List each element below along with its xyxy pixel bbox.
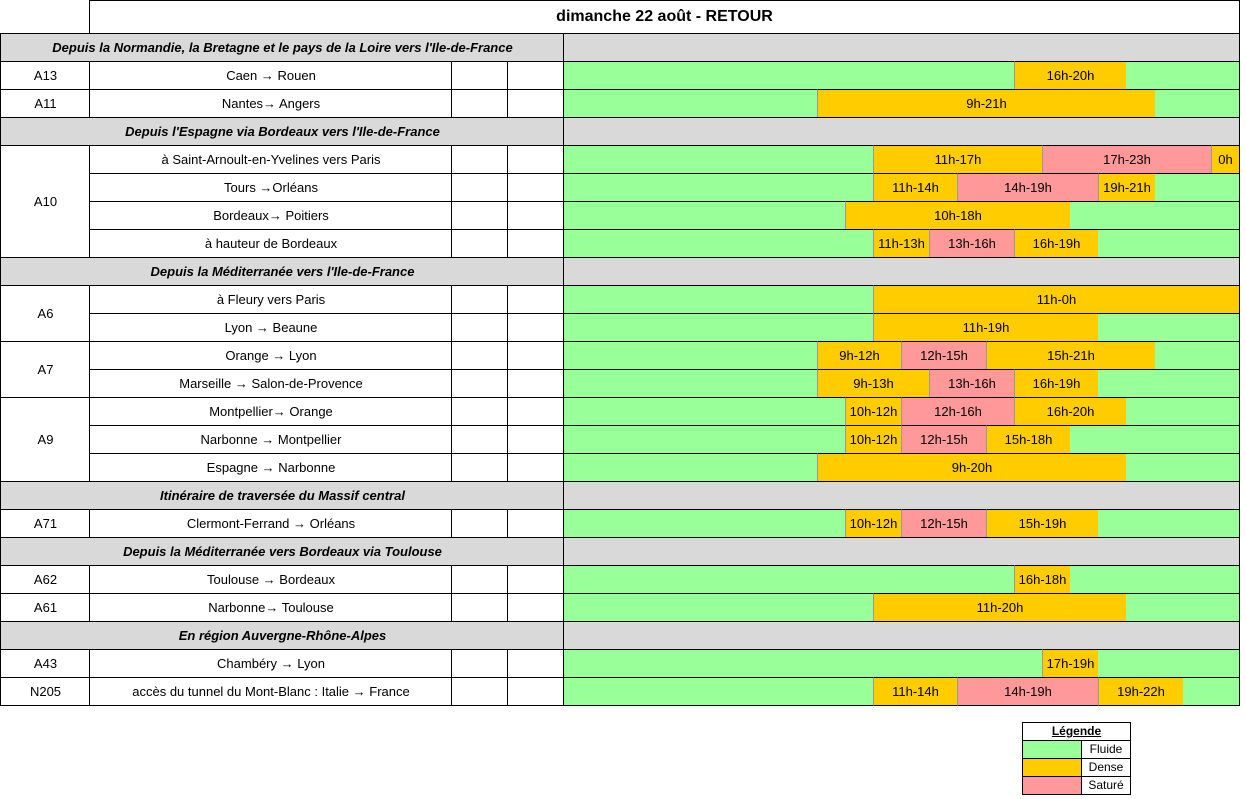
empty-cell [451, 593, 509, 622]
empty-cell [451, 509, 509, 538]
traffic-segment-sature: 13h-16h [929, 229, 1014, 258]
traffic-segment-sature: 17h-23h [1042, 145, 1211, 174]
road-id: A10 [0, 145, 91, 258]
section-timeline-blank [563, 621, 1240, 650]
empty-cell [507, 89, 565, 118]
empty-cell [507, 201, 565, 230]
traffic-segment-sature: 14h-19h [957, 173, 1098, 202]
empty-cell [451, 649, 509, 678]
road-id: A62 [0, 565, 91, 594]
road-id: A9 [0, 397, 91, 482]
empty-cell [451, 89, 509, 118]
empty-cell [451, 229, 509, 258]
empty-cell [507, 61, 565, 90]
empty-cell [507, 593, 565, 622]
traffic-segment-sature: 13h-16h [929, 369, 1014, 398]
empty-cell [451, 397, 509, 426]
route-name: Nantes→ Angers [89, 89, 453, 118]
empty-cell [507, 565, 565, 594]
road-id: A11 [0, 89, 91, 118]
legend-label: Fluide [1089, 742, 1123, 756]
legend-item-sature [1023, 777, 1130, 794]
route-name: Narbonne → Montpellier [89, 425, 453, 454]
route-name: Clermont-Ferrand → Orléans [89, 509, 453, 538]
empty-cell [507, 341, 565, 370]
section-timeline-blank [563, 537, 1240, 566]
empty-cell [451, 341, 509, 370]
section-timeline-blank [563, 257, 1240, 286]
traffic-segment-dense: 11h-19h [873, 313, 1098, 342]
route-name: Narbonne→ Toulouse [89, 593, 453, 622]
section-title: Depuis l'Espagne via Bordeaux vers l'Ile-de-France [0, 117, 565, 146]
empty-cell [507, 173, 565, 202]
legend [1022, 722, 1131, 795]
empty-cell [507, 453, 565, 482]
legend-item-fluide [1023, 741, 1130, 759]
timeline-fluide [563, 565, 1240, 594]
traffic-segment-dense: 0h [1211, 145, 1239, 174]
empty-cell [507, 397, 565, 426]
traffic-segment-dense: 9h-20h [817, 453, 1126, 482]
road-id: A7 [0, 341, 91, 398]
section-title: Depuis la Méditerranée vers l'Ile-de-France [0, 257, 565, 286]
traffic-segment-dense: 19h-22h [1098, 677, 1183, 706]
legend-swatch-dense [1023, 759, 1082, 776]
traffic-segment-sature: 12h-15h [901, 425, 986, 454]
traffic-segment-dense: 11h-17h [873, 145, 1042, 174]
route-name: Lyon → Beaune [89, 313, 453, 342]
legend-item-dense [1023, 759, 1130, 777]
timeline-fluide [563, 61, 1240, 90]
legend-swatch-fluide [1023, 741, 1082, 758]
traffic-segment-sature: 12h-15h [901, 341, 986, 370]
legend-label: Dense [1088, 760, 1124, 774]
route-name: Toulouse → Bordeaux [89, 565, 453, 594]
traffic-segment-sature: 14h-19h [957, 677, 1098, 706]
empty-cell [507, 649, 565, 678]
empty-cell [507, 285, 565, 314]
page-title: dimanche 22 août - RETOUR [89, 0, 1240, 34]
route-name: Orange → Lyon [89, 341, 453, 370]
traffic-segment-dense: 11h-0h [873, 285, 1239, 314]
empty-cell [451, 201, 509, 230]
section-timeline-blank [563, 33, 1240, 62]
section-title: Itinéraire de traversée du Massif central [0, 481, 565, 510]
traffic-segment-dense: 16h-20h [1014, 61, 1126, 90]
empty-cell [451, 565, 509, 594]
empty-cell [451, 61, 509, 90]
route-name: Montpellier→ Orange [89, 397, 453, 426]
traffic-segment-dense: 19h-21h [1098, 173, 1155, 202]
traffic-segment-dense: 10h-18h [845, 201, 1070, 230]
empty-cell [507, 677, 565, 706]
section-title: En région Auvergne-Rhône-Alpes [0, 621, 565, 650]
traffic-segment-sature: 12h-16h [901, 397, 1014, 426]
empty-cell [507, 425, 565, 454]
traffic-segment-dense: 11h-13h [873, 229, 929, 258]
traffic-segment-dense: 17h-19h [1042, 649, 1098, 678]
traffic-segment-dense: 11h-14h [873, 173, 957, 202]
road-id: A61 [0, 593, 91, 622]
traffic-segment-dense: 15h-19h [986, 509, 1098, 538]
empty-cell [507, 509, 565, 538]
traffic-segment-dense: 16h-19h [1014, 369, 1098, 398]
empty-cell [507, 369, 565, 398]
traffic-segment-sature: 12h-15h [901, 509, 986, 538]
road-id: A13 [0, 61, 91, 90]
route-name: Tours →Orléans [89, 173, 453, 202]
traffic-segment-dense: 15h-21h [986, 341, 1155, 370]
empty-cell [451, 425, 509, 454]
section-title: Depuis la Méditerranée vers Bordeaux via Toulouse [0, 537, 565, 566]
traffic-segment-dense: 16h-19h [1014, 229, 1098, 258]
empty-cell [451, 453, 509, 482]
road-id: A71 [0, 509, 91, 538]
empty-cell [451, 313, 509, 342]
route-name: accès du tunnel du Mont-Blanc : Italie → France [89, 677, 453, 706]
empty-cell [507, 313, 565, 342]
empty-cell [451, 145, 509, 174]
route-name: Chambéry → Lyon [89, 649, 453, 678]
route-name: Espagne → Narbonne [89, 453, 453, 482]
legend-title: Légende [1023, 723, 1130, 741]
road-id: N205 [0, 677, 91, 706]
traffic-segment-dense: 15h-18h [986, 425, 1070, 454]
traffic-segment-dense: 11h-14h [873, 677, 957, 706]
route-name: Caen → Rouen [89, 61, 453, 90]
route-name: à hauteur de Bordeaux [89, 229, 453, 258]
section-timeline-blank [563, 117, 1240, 146]
empty-cell [451, 285, 509, 314]
road-id: A43 [0, 649, 91, 678]
road-id: A6 [0, 285, 91, 342]
traffic-segment-dense: 9h-12h [817, 341, 901, 370]
empty-cell [451, 369, 509, 398]
traffic-segment-dense: 16h-18h [1014, 565, 1070, 594]
empty-cell [451, 677, 509, 706]
traffic-segment-dense: 9h-21h [817, 89, 1155, 118]
traffic-segment-dense: 10h-12h [845, 425, 901, 454]
traffic-segment-dense: 11h-20h [873, 593, 1126, 622]
route-name: à Saint-Arnoult-en-Yvelines vers Paris [89, 145, 453, 174]
traffic-segment-dense: 10h-12h [845, 397, 901, 426]
traffic-segment-dense: 16h-20h [1014, 397, 1126, 426]
traffic-segment-dense: 9h-13h [817, 369, 929, 398]
section-timeline-blank [563, 481, 1240, 510]
section-title: Depuis la Normandie, la Bretagne et le pays de la Loire vers l'Ile-de-France [0, 33, 565, 62]
empty-cell [451, 173, 509, 202]
route-name: Bordeaux→ Poitiers [89, 201, 453, 230]
timeline-fluide [563, 649, 1240, 678]
empty-cell [507, 229, 565, 258]
legend-swatch-sature [1023, 777, 1082, 794]
route-name: Marseille → Salon-de-Provence [89, 369, 453, 398]
legend-label: Saturé [1088, 778, 1124, 792]
empty-cell [507, 145, 565, 174]
traffic-segment-dense: 10h-12h [845, 509, 901, 538]
route-name: à Fleury vers Paris [89, 285, 453, 314]
